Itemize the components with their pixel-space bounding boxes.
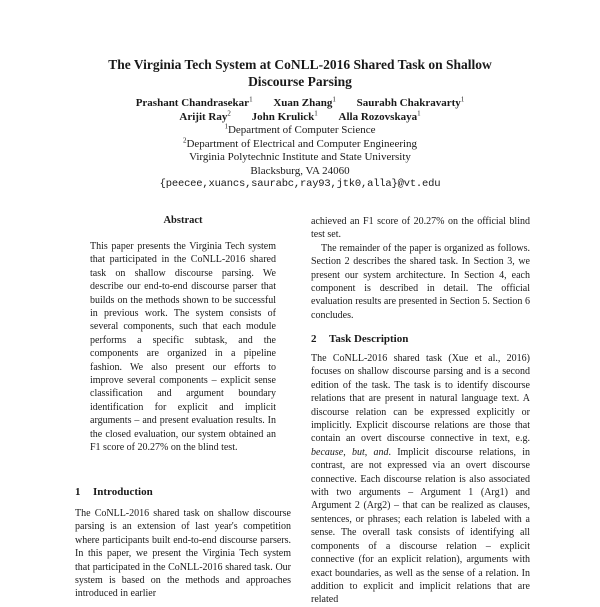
- text-run: The CoNLL-2016 shared task (Xue et al., 2016) focuses on shallow discourse parsing and is a second edition of the task. The task is to identify discourse relations that are present in natural language text. A discourse relation can be expressed explicitly or implicitly. Explicit discourse relations are those that contain an overt discourse connective in text, e.g.: [311, 353, 530, 445]
- author-affil-mark: 1: [460, 95, 465, 104]
- institution: Virginia Polytechnic Institute and State University: [189, 151, 411, 163]
- text-run: Implicit discourse relations, in contrast, are not expressed via an overt discourse connective. Each discourse relation is also associated with two arguments – Argument 1 (Arg1) and Argument 2 (Arg2) – that can be realized as clauses, sentences, or phrases; each relation is labeled with a sense. The overall task consists of identifying all components of a discourse relation – explicit connective (for an explicit relation), arguments with exact boundaries, as well as the sense of a relation. In addition to explicit and implicit relations that are related: [311, 446, 531, 606]
- author-line-2: [50, 108, 550, 125]
- affil-mark: 1: [224, 122, 228, 131]
- abstract-heading: Abstract: [163, 215, 203, 226]
- author-name: Arijit Ray: [179, 110, 228, 123]
- author-name: Prashant Chandrasekar: [135, 97, 250, 109]
- section-heading-introduction: [75, 486, 153, 498]
- paragraph: The remainder of the paper is organized as follows. Section 2 describes the shared task. In Section 3, we present our system architecture. In Section 4, each component is described in detail. The official evaluation results are presented in Section 5. Section 6 concludes.: [311, 242, 530, 321]
- section-title: Task Description: [329, 333, 409, 345]
- title-line-2: Discourse Parsing: [248, 74, 352, 89]
- city: Blacksburg, VA 24060: [250, 164, 350, 177]
- example-term: because: [311, 446, 344, 458]
- affiliation-1: [50, 124, 550, 138]
- section-number: 1: [75, 486, 81, 498]
- example-term: but: [351, 446, 365, 458]
- author-name: Xuan Zhang: [273, 97, 333, 109]
- author-name: John Krulick: [251, 110, 315, 123]
- author-affil-mark: 1: [249, 95, 253, 104]
- example-term: and: [373, 446, 389, 458]
- section-number: 2: [311, 333, 317, 345]
- paragraph: achieved an F1 score of 20.27% on the official blind test set.: [311, 216, 530, 241]
- affil-mark: 2: [182, 135, 187, 144]
- paragraph: The CoNLL-2016 shared task on shallow discourse parsing is an extension of last year's competition where participants built end-to-end discourse parsers. In this paper, we present the Virginia Tech system that participated in the CoNLL-2016 shared task. Our system is based on the methods and approaches introduced in earlier: [75, 508, 291, 600]
- author-affil-mark: 1: [314, 108, 318, 117]
- section-heading-task-description: [311, 333, 408, 345]
- affiliation-text: Department of Computer Science: [227, 124, 376, 136]
- author-affil-mark: 1: [332, 95, 336, 104]
- author-block: [50, 97, 550, 192]
- author-line-1: [50, 97, 550, 111]
- author-name: Saurabh Chakravarty: [356, 97, 461, 109]
- right-column-intro: [311, 215, 530, 322]
- task-description-body: [311, 352, 530, 607]
- affiliation-2: [50, 135, 550, 152]
- paper-title: [50, 56, 550, 90]
- emails: {peecee,xuancs,saurabc,ray93,jtk0,alla}@vt.edu: [159, 178, 441, 190]
- author-name: Alla Rozovskaya: [338, 110, 418, 123]
- introduction-body: [75, 507, 291, 601]
- affiliation-text: Department of Electrical and Computer Engineering: [186, 137, 418, 150]
- author-affil-mark: 1: [417, 108, 421, 117]
- author-affil-mark: 2: [227, 108, 231, 117]
- title-line-1: The Virginia Tech System at CoNLL-2016 Shared Task on Shallow: [108, 57, 492, 72]
- paragraph: The CoNLL-2016 shared task (Xue et al., 2016) focuses on shallow discourse parsing and is a second edition of the task. The task is to identify discourse relations that are present in natural language text. A discourse relation can be expressed explicitly or implicitly. Explicit discourse relations are those that contain an overt discourse connective in text, e.g. because, but, and. Implicit discourse relations, in contrast, are not expressed via an overt discourse connective. Each discourse relation is also associated with two arguments – Argument 1 (Arg1) and Argument 2 (Arg2) – that can be realized as clauses, sentences, or phrases; each relation is labeled with a sense. The overall task consists of identifying all components of a discourse relation – explicit connective (for an explicit relation), arguments with exact boundaries, as well as the sense of a relation. In addition to explicit and implicit relations that are related: [311, 353, 531, 606]
- section-title: Introduction: [93, 486, 153, 498]
- abstract-body: This paper presents the Virginia Tech system that participated in the CoNLL-2016 shared task on shallow discourse parsing. We describe our end-to-end discourse parser that builds on the methods shown to be successful in previous work. The system consists of several components, such that each module performs a specific subtask, and the components are organized in a pipeline fashion. We also present our efforts to improve several components – explicit sense classification and argument boundary identification for explicit and implicit arguments – and present evaluation results. In the closed evaluation, our system obtained an F1 score of 20.27% on the blind test.: [90, 241, 276, 454]
